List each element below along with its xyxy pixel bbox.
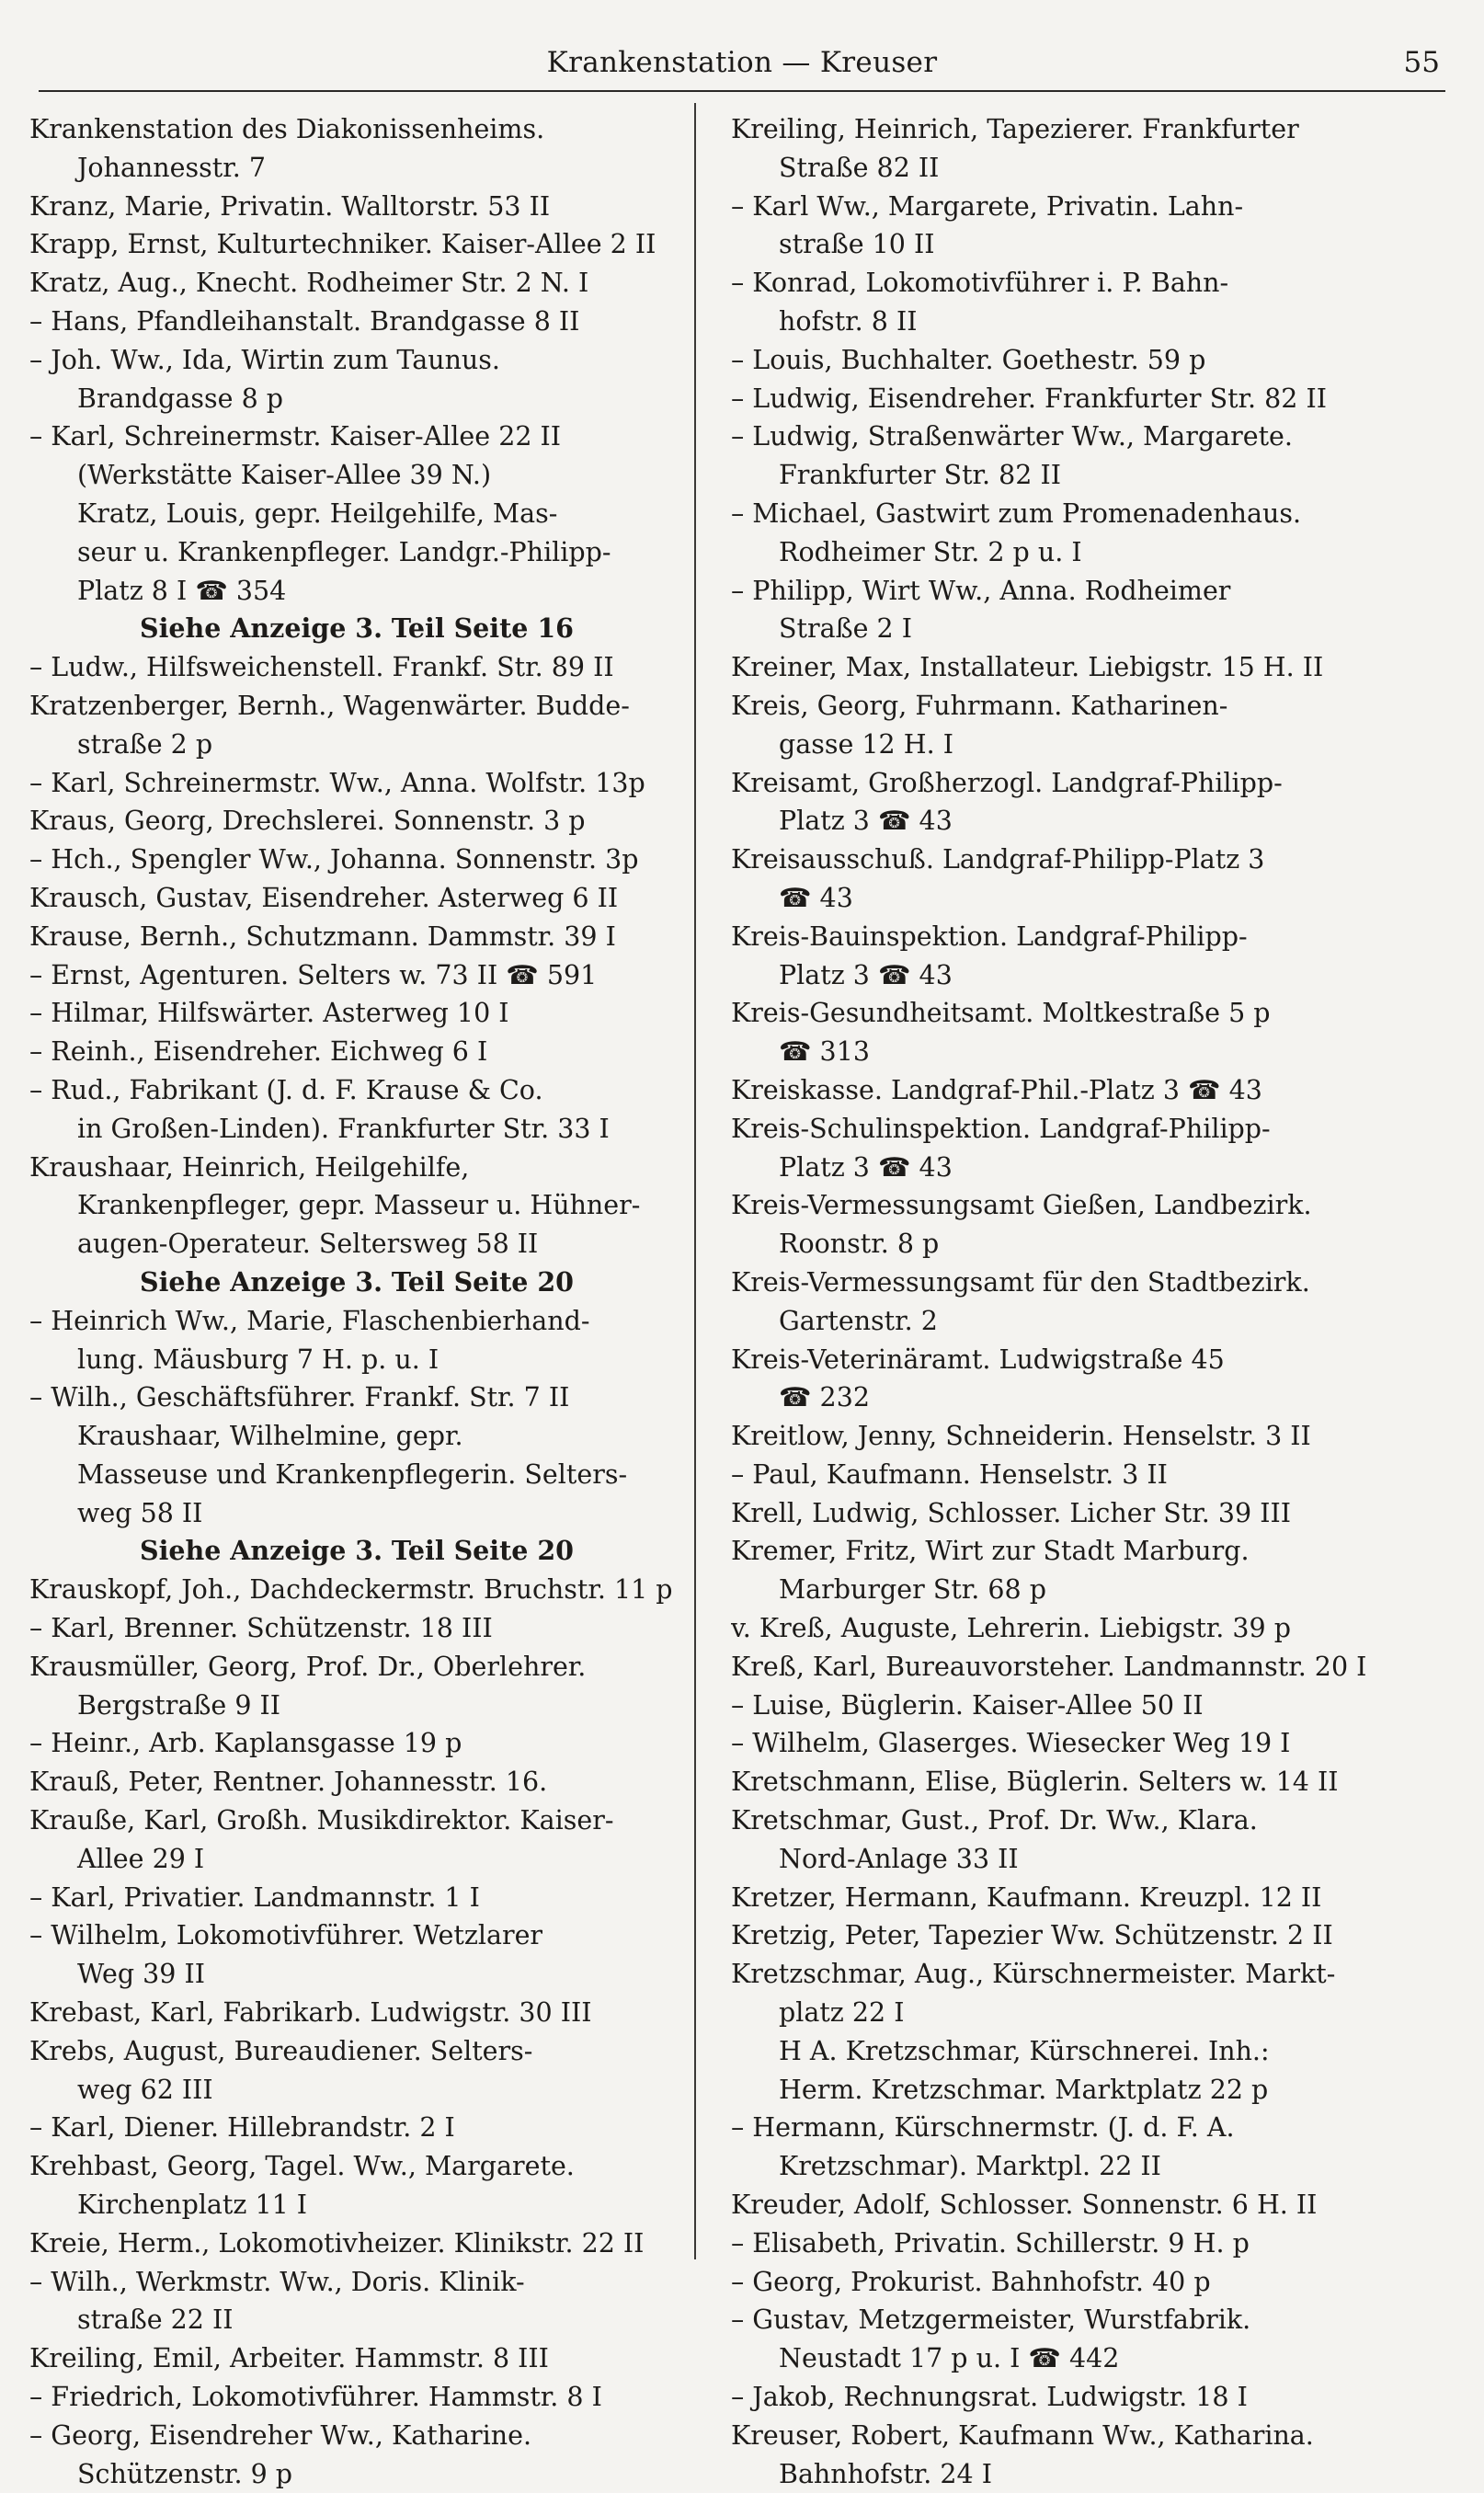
column-divider — [694, 103, 696, 2259]
directory-line: – Paul, Kaufmann. Henselstr. 3 II — [731, 1458, 1168, 1490]
directory-line: Kreisamt, Großherzogl. Landgraf-Philipp- — [731, 767, 1283, 798]
advert-reference: Siehe Anzeige 3. Teil Seite 20 — [139, 1535, 575, 1567]
directory-line: – Ludwig, Straßenwärter Ww., Margarete. — [731, 421, 1293, 452]
directory-line: Kratz, Aug., Knecht. Rodheimer Str. 2 N. I — [29, 268, 589, 299]
directory-line: straße 10 II — [779, 229, 935, 260]
directory-line: Krauße, Karl, Großh. Musikdirektor. Kaiser- — [29, 1805, 614, 1836]
directory-line: Platz 8 I ☎ 354 — [77, 575, 287, 606]
directory-line: – Reinh., Eisendreher. Eichweg 6 I — [29, 1036, 488, 1068]
directory-line: Kreitlow, Jenny, Schneiderin. Henselstr. 3 II — [731, 1421, 1311, 1452]
directory-line: Straße 82 II — [779, 152, 940, 183]
advert-reference: Siehe Anzeige 3. Teil Seite 20 — [139, 1265, 575, 1298]
directory-line: – Friedrich, Lokomotivführer. Hammstr. 8 I — [29, 2382, 602, 2413]
directory-line: Platz 3 ☎ 43 — [779, 959, 953, 990]
directory-line: – Karl, Schreinermstr. Ww., Anna. Wolfstr. 13p — [29, 767, 645, 798]
directory-line: Kreiling, Emil, Arbeiter. Hammstr. 8 III — [29, 2343, 549, 2374]
directory-line: Krankenpfleger, gepr. Masseur u. Hühner- — [77, 1190, 641, 1221]
directory-line: – Hilmar, Hilfswärter. Asterweg 10 I — [29, 998, 509, 1029]
directory-line: weg 62 III — [77, 2074, 213, 2105]
directory-line: Bergstraße 9 II — [77, 1689, 281, 1721]
directory-line: Kretzer, Hermann, Kaufmann. Kreuzpl. 12 II — [731, 1881, 1322, 1913]
directory-line: – Wilhelm, Glaserges. Wiesecker Weg 19 I — [731, 1728, 1291, 1759]
directory-line: Platz 3 ☎ 43 — [779, 806, 953, 837]
directory-line: – Karl Ww., Margarete, Privatin. Lahn- — [731, 190, 1244, 222]
directory-line: Krausmüller, Georg, Prof. Dr., Oberlehrer. — [29, 1651, 587, 1682]
directory-line: Schützenstr. 9 p — [77, 2458, 293, 2489]
directory-line: H A. Kretzschmar, Kürschnerei. Inh.: — [779, 2035, 1270, 2066]
directory-line: – Rud., Fabrikant (J. d. F. Krause & Co. — [29, 1074, 543, 1105]
directory-line: platz 22 I — [779, 1997, 905, 2029]
directory-line: – Jakob, Rechnungsrat. Ludwigstr. 18 I — [731, 2382, 1248, 2413]
directory-line: Neustadt 17 p u. I ☎ 442 — [779, 2343, 1120, 2374]
directory-line: Rodheimer Str. 2 p u. I — [779, 536, 1082, 567]
page-header — [39, 35, 1445, 92]
directory-line: Kreis-Vermessungsamt Gießen, Landbezirk. — [731, 1190, 1312, 1221]
page-number: 55 — [1403, 46, 1440, 79]
directory-line: Nord-Anlage 33 II — [779, 1843, 1019, 1874]
directory-line: Kremer, Fritz, Wirt zur Stadt Marburg. — [731, 1536, 1250, 1567]
directory-line: – Georg, Eisendreher Ww., Katharine. — [29, 2419, 532, 2451]
directory-line: ☎ 43 — [779, 882, 853, 913]
directory-line: – Gustav, Metzgermeister, Wurstfabrik. — [731, 2304, 1251, 2336]
directory-line: – Hans, Pfandleihanstalt. Brandgasse 8 II — [29, 305, 580, 337]
directory-line: Johannesstr. 7 — [77, 152, 266, 183]
directory-line: Kreis-Bauinspektion. Landgraf-Philipp- — [731, 921, 1248, 952]
directory-line: – Karl, Schreinermstr. Kaiser-Allee 22 II — [29, 421, 562, 452]
directory-line: in Großen-Linden). Frankfurter Str. 33 I — [77, 1113, 610, 1144]
directory-line: – Wilhelm, Lokomotivführer. Wetzlarer — [29, 1920, 543, 1951]
directory-line: – Luise, Büglerin. Kaiser-Allee 50 II — [731, 1689, 1204, 1721]
directory-line: Kranz, Marie, Privatin. Walltorstr. 53 II — [29, 190, 551, 222]
directory-line: Kreiner, Max, Installateur. Liebigstr. 15 H. II — [731, 652, 1324, 683]
directory-line: Kreiling, Heinrich, Tapezierer. Frankfurter — [731, 114, 1299, 144]
directory-line: gasse 12 H. I — [779, 728, 953, 760]
directory-line: Kreie, Herm., Lokomotivheizer. Klinikstr. 22 II — [29, 2227, 645, 2259]
directory-line: Krell, Ludwig, Schlosser. Licher Str. 39 III — [731, 1497, 1291, 1528]
directory-line: Gartenstr. 2 — [779, 1305, 938, 1336]
running-title: Krankenstation — Kreuser — [546, 46, 938, 79]
directory-line: Herm. Kretzschmar. Marktplatz 22 p — [779, 2074, 1269, 2105]
directory-line: – Wilh., Werkmstr. Ww., Doris. Klinik- — [29, 2266, 525, 2297]
directory-line: – Philipp, Wirt Ww., Anna. Rodheimer — [731, 575, 1231, 606]
directory-line: (Werkstätte Kaiser-Allee 39 N.) — [77, 460, 492, 491]
directory-line: Allee 29 I — [77, 1843, 205, 1874]
directory-line: – Louis, Buchhalter. Goethestr. 59 p — [731, 344, 1206, 375]
directory-line: straße 2 p — [77, 728, 213, 760]
directory-line: Krauskopf, Joh., Dachdeckermstr. Bruchstr. 11 p — [29, 1574, 673, 1606]
directory-line: Kreis, Georg, Fuhrmann. Katharinen- — [731, 690, 1228, 721]
directory-line: ☎ 232 — [779, 1382, 870, 1413]
directory-line: – Konrad, Lokomotivführer i. P. Bahn- — [731, 268, 1229, 299]
directory-line: Kretzig, Peter, Tapezier Ww. Schützenstr. 2 II — [731, 1920, 1333, 1951]
directory-line: Straße 2 I — [779, 613, 913, 645]
directory-line: Kreuder, Adolf, Schlosser. Sonnenstr. 6 H. II — [731, 2190, 1318, 2221]
directory-line: Kratz, Louis, gepr. Heilgehilfe, Mas- — [77, 497, 558, 529]
directory-line: Krause, Bernh., Schutzmann. Dammstr. 39 I — [29, 921, 616, 952]
directory-line: – Karl, Privatier. Landmannstr. 1 I — [29, 1881, 480, 1913]
directory-line: – Michael, Gastwirt zum Promenadenhaus. — [731, 497, 1302, 529]
directory-line: – Hermann, Kürschnermstr. (J. d. F. A. — [731, 2112, 1235, 2144]
directory-line: augen-Operateur. Seltersweg 58 II — [77, 1229, 539, 1260]
directory-line: Kraus, Georg, Drechslerei. Sonnenstr. 3 p — [29, 806, 586, 837]
directory-line: Kratzenberger, Bernh., Wagenwärter. Budde- — [29, 690, 630, 721]
directory-line: – Wilh., Geschäftsführer. Frankf. Str. 7 II — [29, 1382, 570, 1413]
directory-line: weg 58 II — [77, 1497, 203, 1528]
directory-line: – Ludwig, Eisendreher. Frankfurter Str. 82 II — [731, 383, 1328, 414]
directory-line: Frankfurter Str. 82 II — [779, 460, 1061, 491]
directory-line: lung. Mäusburg 7 H. p. u. I — [77, 1344, 439, 1375]
directory-line: Brandgasse 8 p — [77, 383, 284, 414]
directory-line: Kreiskasse. Landgraf-Phil.-Platz 3 ☎ 43 — [731, 1074, 1262, 1105]
directory-line: Kreis-Vermessungsamt für den Stadtbezirk. — [731, 1266, 1310, 1298]
directory-line: Kretzschmar). Marktpl. 22 II — [779, 2151, 1161, 2182]
directory-line: Kraushaar, Heinrich, Heilgehilfe, — [29, 1151, 470, 1183]
advert-reference: Siehe Anzeige 3. Teil Seite 16 — [139, 612, 575, 645]
directory-line: Krauß, Peter, Rentner. Johannesstr. 16. — [29, 1767, 548, 1798]
directory-line: hofstr. 8 II — [779, 305, 918, 337]
directory-line: Kraushaar, Wilhelmine, gepr. — [77, 1421, 463, 1452]
directory-line: Krapp, Ernst, Kulturtechniker. Kaiser-Allee 2 II — [29, 229, 656, 260]
directory-line: – Joh. Ww., Ida, Wirtin zum Taunus. — [29, 344, 500, 375]
directory-line: Kreis-Veterinäramt. Ludwigstraße 45 — [731, 1344, 1225, 1375]
directory-line: Marburger Str. 68 p — [779, 1574, 1046, 1606]
directory-line: – Georg, Prokurist. Bahnhofstr. 40 p — [731, 2266, 1211, 2297]
directory-line: Weg 39 II — [77, 1959, 205, 1990]
directory-line: Kreuser, Robert, Kaufmann Ww., Katharina. — [731, 2419, 1314, 2451]
directory-line: Kreis-Schulinspektion. Landgraf-Philipp- — [731, 1113, 1271, 1144]
directory-line: – Karl, Brenner. Schützenstr. 18 III — [29, 1613, 493, 1644]
directory-line: ☎ 313 — [779, 1036, 870, 1068]
directory-line: Roonstr. 8 p — [779, 1229, 940, 1260]
directory-line: Masseuse und Krankenpflegerin. Selters- — [77, 1458, 628, 1490]
directory-line: – Hch., Spengler Ww., Johanna. Sonnenstr. 3p — [29, 844, 639, 875]
directory-line: Bahnhofstr. 24 I — [779, 2458, 992, 2489]
directory-line: Krebast, Karl, Fabrikarb. Ludwigstr. 30 III — [29, 1997, 592, 2029]
directory-line: Kreisausschuß. Landgraf-Philipp-Platz 3 — [731, 844, 1265, 875]
directory-line: – Karl, Diener. Hillebrandstr. 2 I — [29, 2112, 455, 2144]
directory-line: Krankenstation des Diakonissenheims. — [29, 114, 545, 144]
directory-line: – Ernst, Agenturen. Selters w. 73 II ☎ 591 — [29, 959, 598, 990]
directory-line: Kretschmar, Gust., Prof. Dr. Ww., Klara. — [731, 1805, 1258, 1836]
directory-line: – Elisabeth, Privatin. Schillerstr. 9 H. p — [731, 2227, 1250, 2259]
directory-line: seur u. Krankenpfleger. Landgr.-Philipp- — [77, 536, 611, 567]
directory-line: straße 22 II — [77, 2304, 234, 2336]
directory-line: Kretzschmar, Aug., Kürschnermeister. Markt- — [731, 1959, 1336, 1990]
directory-line: – Heinr., Arb. Kaplansgasse 19 p — [29, 1728, 462, 1759]
directory-line: Kretschmann, Elise, Büglerin. Selters w. 14 II — [731, 1767, 1339, 1798]
directory-line: – Ludw., Hilfsweichenstell. Frankf. Str. 89 II — [29, 652, 614, 683]
directory-line: Kirchenplatz 11 I — [77, 2190, 308, 2221]
directory-line: Krebs, August, Bureaudiener. Selters- — [29, 2035, 533, 2066]
directory-line: Krausch, Gustav, Eisendreher. Asterweg 6 II — [29, 882, 619, 913]
directory-line: Kreß, Karl, Bureauvorsteher. Landmannstr. 20 I — [731, 1651, 1367, 1682]
directory-line: – Heinrich Ww., Marie, Flaschenbierhand- — [29, 1305, 590, 1336]
left-column — [29, 110, 684, 2493]
directory-line: Krehbast, Georg, Tagel. Ww., Margarete. — [29, 2151, 575, 2182]
directory-line: Platz 3 ☎ 43 — [779, 1151, 953, 1183]
directory-line: Kreis-Gesundheitsamt. Moltkestraße 5 p — [731, 998, 1271, 1029]
right-column — [731, 110, 1386, 2493]
directory-line: v. Kreß, Auguste, Lehrerin. Liebigstr. 39 p — [731, 1613, 1291, 1644]
